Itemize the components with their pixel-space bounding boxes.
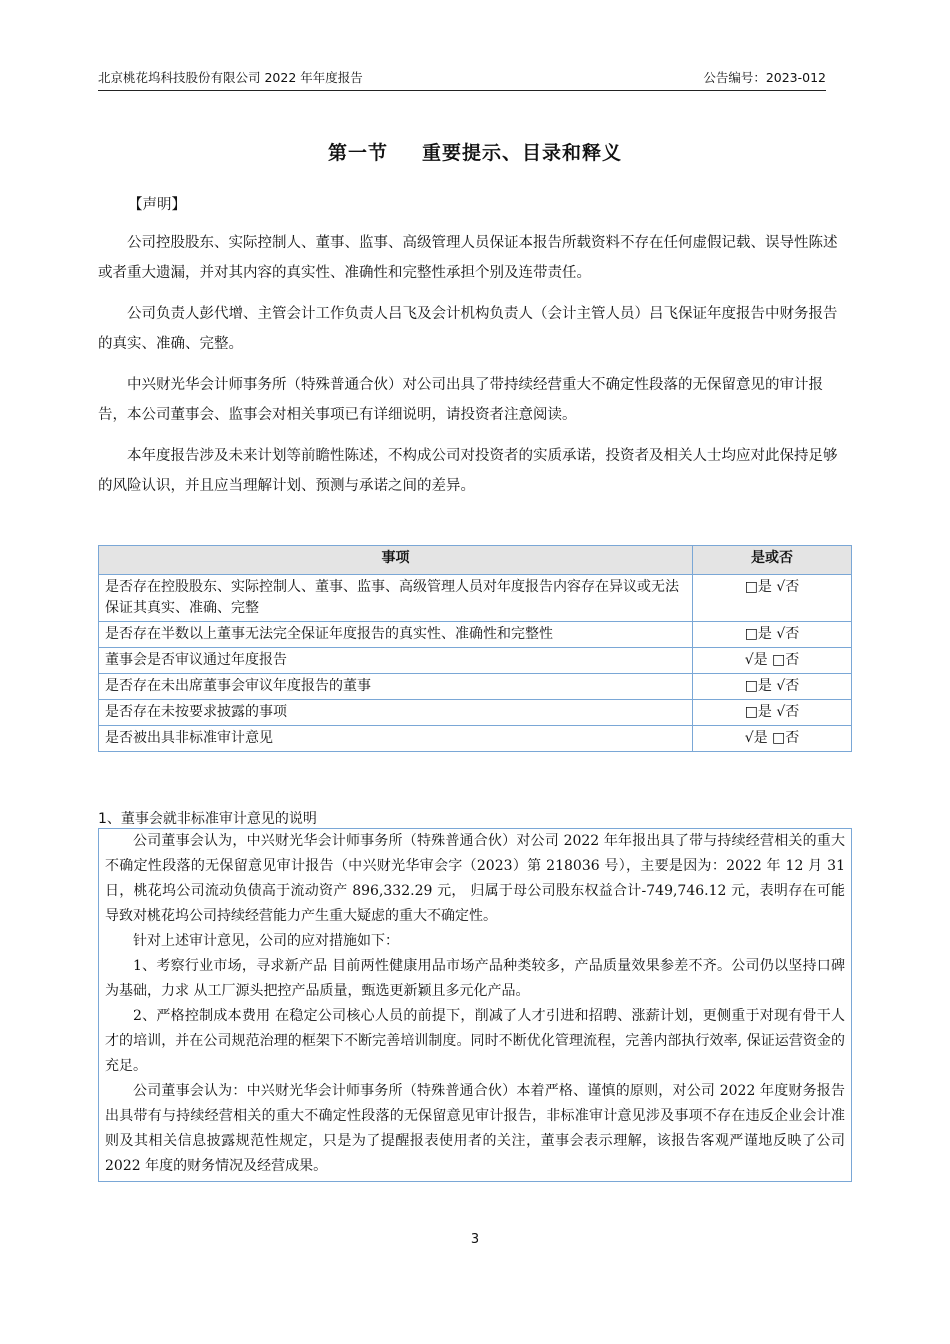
matter-item: 是否存在未按要求披露的事项 <box>99 700 693 726</box>
matter-answer: √是 □否 <box>693 648 852 674</box>
column-header-answer: 是或否 <box>693 546 852 575</box>
statement-paragraph: 公司负责人彭代增、主管会计工作负责人吕飞及会计机构负责人（会计主管人员）吕飞保证年度报告中财务报告的真实、准确、完整。 <box>98 306 838 352</box>
matter-answer: □是 √否 <box>693 674 852 700</box>
matters-table <box>98 545 852 752</box>
audit-note-paragraph: 公司董事会认为，中兴财光华会计师事务所（特殊普通合伙）对公司 2022 年年报出具了带与持续经营相关的重大不确定性段落的无保留意见审计报告（中兴财光华审会字（2023）第 218036 号），主要是因为：2022 年 12 月 31 日，桃花坞公司流动负债高于流动资产 896,332.29 元， 归属于母公司股东权益合计-749,746.12 元，表明存在可能导致对桃花坞公司持续经营能力产生重大疑虑的重大不确定性。 <box>105 833 845 924</box>
page-number: 3 <box>470 1232 480 1247</box>
table-row <box>99 622 852 648</box>
statement-paragraph: 中兴财光华会计师事务所（特殊普通合伙）对公司出具了带持续经营重大不确定性段落的无保留意见的审计报告，本公司董事会、监事会对相关事项已有详细说明，请投资者注意阅读。 <box>98 377 823 423</box>
table-header-row <box>99 546 852 575</box>
page-header <box>98 68 826 91</box>
table-row <box>99 575 852 622</box>
audit-note-paragraph: 2、严格控制成本费用 在稳定公司核心人员的前提下，削减了人才引进和招聘、涨薪计划，更侧重于对现有骨干人才的培训，并在公司规范治理的框架下不断完善培训制度。同时不断优化管理流程，完善内部执行效率, 保证运营资金的充足。 <box>105 1008 845 1074</box>
statement-paragraph: 公司控股股东、实际控制人、董事、监事、高级管理人员保证本报告所载资料不存在任何虚假记载、误导性陈述或者重大遗漏，并对其内容的真实性、准确性和完整性承担个别及连带责任。 <box>98 235 838 281</box>
column-header-item: 事项 <box>99 546 693 575</box>
section-title <box>0 138 950 165</box>
table-row <box>99 700 852 726</box>
audit-note-paragraph: 公司董事会认为：中兴财光华会计师事务所（特殊普通合伙）本着严格、谨慎的原则，对公司 2022 年度财务报告出具带有与持续经营相关的重大不确定性段落的无保留意见审计报告，非标准审计意见涉及事项不存在违反企业会计准则及其相关信息披露规范性规定，只是为了提醒报表使用者的关注，董事会表示理解，该报告客观严谨地反映了公司 2022 年度的财务情况及经营成果。 <box>105 1083 845 1174</box>
matter-item: 是否存在半数以上董事无法完全保证年度报告的真实性、准确性和完整性 <box>99 622 693 648</box>
report-title: 北京桃花坞科技股份有限公司 2022 年年度报告 <box>98 70 363 85</box>
matter-item: 是否被出具非标准审计意见 <box>99 726 693 752</box>
matter-answer: √是 □否 <box>693 726 852 752</box>
audit-note-heading: 1、董事会就非标准审计意见的说明 <box>98 811 317 827</box>
statement-paragraphs <box>98 228 840 512</box>
announcement-number: 公告编号：2023-012 <box>703 70 826 85</box>
section-heading: 重要提示、目录和释义 <box>422 142 623 164</box>
audit-note-paragraph: 针对上述审计意见，公司的应对措施如下： <box>133 933 399 949</box>
matter-item: 是否存在未出席董事会审议年度报告的董事 <box>99 674 693 700</box>
table-row <box>99 726 852 752</box>
audit-note-box <box>98 828 852 1182</box>
table-row <box>99 674 852 700</box>
table-row <box>99 648 852 674</box>
audit-note-paragraph: 1、考察行业市场，寻求新产品 目前两性健康用品市场产品种类较多，产品质量效果参差不齐。公司仍以坚持口碑为基础，力求 从工厂源头把控产品质量，甄选更新颖且多元化产品。 <box>105 958 845 999</box>
matter-item: 是否存在控股股东、实际控制人、董事、监事、高级管理人员对年度报告内容存在异议或无法保证其真实、准确、完整 <box>99 575 693 622</box>
matter-answer: □是 √否 <box>693 575 852 622</box>
statement-label: 【声明】 <box>128 197 186 213</box>
matter-answer: □是 √否 <box>693 700 852 726</box>
matter-answer: □是 √否 <box>693 622 852 648</box>
section-number: 第一节 <box>327 142 388 164</box>
statement-paragraph: 本年度报告涉及未来计划等前瞻性陈述，不构成公司对投资者的实质承诺，投资者及相关人士均应对此保持足够的风险认识，并且应当理解计划、预测与承诺之间的差异。 <box>98 448 838 494</box>
matter-item: 董事会是否审议通过年度报告 <box>99 648 693 674</box>
